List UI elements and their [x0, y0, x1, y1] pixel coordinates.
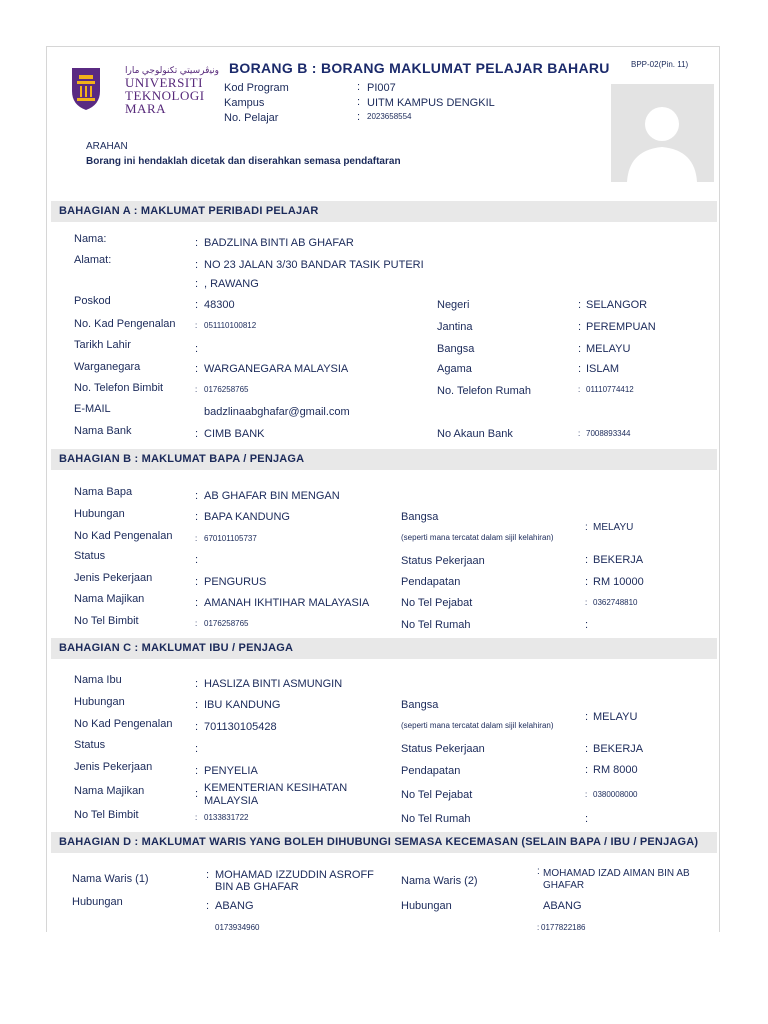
d-waris2-label: Nama Waris (2)	[401, 875, 478, 887]
b-hubungan-colon: :	[195, 511, 199, 523]
a-bangsa-label: Bangsa	[437, 343, 475, 355]
a-bangsa-value: MELAYU	[586, 343, 631, 355]
c-bangsa-label: Bangsa	[401, 699, 439, 711]
d-waris1-line2: BIN AB GHAFAR	[215, 881, 299, 893]
b-kad-value: 670101105737	[204, 534, 257, 543]
d-hubungan1-label: Hubungan	[72, 896, 123, 908]
c-majikan-line1: KEMENTERIAN KESIHATAN	[204, 782, 348, 794]
b-nama-value: AB GHAFAR BIN MENGAN	[204, 490, 340, 502]
c-jenis-label: Jenis Pekerjaan	[74, 761, 153, 773]
kod-program-value: PI007	[367, 82, 396, 94]
c-rumah-label: No Tel Rumah	[401, 813, 471, 825]
c-bimbit-value: 0133831722	[204, 813, 249, 822]
d-waris1-colon: :	[206, 869, 210, 881]
a-akaun-colon: :	[578, 429, 581, 438]
b-hubungan-value: BAPA KANDUNG	[204, 511, 290, 523]
c-nama-label: Nama Ibu	[74, 674, 122, 686]
b-bangsa-label: Bangsa	[401, 511, 439, 523]
avatar-placeholder-icon	[611, 84, 714, 182]
a-bank-label: Nama Bank	[74, 425, 132, 437]
a-nama-label: Nama:	[74, 233, 107, 245]
a-kad-value: 051110100812	[204, 321, 257, 330]
c-nama-value: HASLIZA BINTI ASMUNGIN	[204, 678, 343, 690]
c-kad-colon: :	[195, 721, 199, 733]
b-bimbit-value: 0176258765	[204, 619, 249, 628]
logo-line-2: TEKNOLOGI	[125, 88, 205, 103]
b-rumah-colon: :	[585, 619, 589, 631]
a-kad-label: No. Kad Pengenalan	[74, 318, 176, 330]
section-d-header: BAHAGIAN D : MAKLUMAT WARIS YANG BOLEH DIHUBUNGI SEMASA KECEMASAN (SELAIN BAPA / IBU / PENJAGA)	[51, 832, 717, 853]
c-nama-colon: :	[195, 678, 199, 690]
b-majikan-label: Nama Majikan	[74, 593, 145, 605]
d-hubungan1-colon: :	[206, 900, 210, 912]
c-kad-value: 701130105428	[204, 721, 277, 733]
a-rumah-colon: :	[578, 385, 581, 394]
c-status-label: Status	[74, 739, 106, 751]
c-hubungan-colon: :	[195, 699, 199, 711]
no-pelajar-label: No. Pelajar	[224, 112, 279, 124]
a-bimbit-label: No. Telefon Bimbit	[74, 382, 164, 394]
c-majikan-colon: :	[195, 788, 199, 800]
a-bangsa-colon: :	[578, 343, 582, 355]
c-jenis-colon: :	[195, 765, 199, 777]
a-bimbit-colon: :	[195, 385, 198, 394]
form-page	[46, 46, 720, 932]
d-waris2-line2: GHAFAR	[543, 880, 585, 891]
a-negeri-label: Negeri	[437, 299, 470, 311]
c-pejabat-value: 0380008000	[593, 790, 638, 799]
a-poskod-colon: :	[195, 299, 199, 311]
d-waris2-colon: :	[537, 866, 540, 877]
c-status-colon: :	[195, 743, 199, 755]
c-kad-label: No Kad Pengenalan	[74, 718, 173, 730]
d-tel2-value: 0177822186	[541, 923, 586, 932]
d-waris1-line1: MOHAMAD IZZUDDIN ASROFF	[215, 869, 374, 881]
c-status-kerja-value: BEKERJA	[593, 743, 644, 755]
b-jenis-label: Jenis Pekerjaan	[74, 572, 153, 584]
b-bangsa-note: (seperti mana tercatat dalam sijil kelahiran)	[401, 533, 554, 542]
jawi-script: ﻭﻧﻴﭬﺮﺳﻴﺘﻲ ﺗﻜﻨﻮﻟﻮﺟﻲ ﻣﺎرا	[125, 65, 220, 75]
c-majikan-line2: MALAYSIA	[204, 795, 259, 807]
c-rumah-colon: :	[585, 813, 589, 825]
a-negeri-value: SELANGOR	[586, 299, 648, 311]
b-bimbit-colon: :	[195, 619, 198, 628]
kampus-colon: :	[357, 96, 361, 108]
a-email-value: badzlinaabghafar@gmail.com	[204, 406, 350, 418]
a-poskod-value: 48300	[204, 299, 235, 311]
b-rumah-label: No Tel Rumah	[401, 619, 471, 631]
kod-program-label: Kod Program	[224, 82, 289, 94]
b-jenis-value: PENGURUS	[204, 576, 267, 588]
b-status-kerja-value: BEKERJA	[593, 554, 644, 566]
c-pejabat-label: No Tel Pejabat	[401, 789, 473, 801]
a-akaun-value: 7008893344	[586, 429, 631, 438]
b-kad-colon: :	[195, 534, 198, 543]
c-hubungan-value: IBU KANDUNG	[204, 699, 281, 711]
a-warganegara-label: Warganegara	[74, 361, 141, 373]
a-jantina-colon: :	[578, 321, 582, 333]
c-hubungan-label: Hubungan	[74, 696, 125, 708]
c-majikan-label: Nama Majikan	[74, 785, 145, 797]
c-bangsa-value: MELAYU	[593, 711, 638, 723]
a-bank-colon: :	[195, 428, 199, 440]
b-nama-label: Nama Bapa	[74, 486, 133, 498]
a-alamat-line1: NO 23 JALAN 3/30 BANDAR TASIK PUTERI	[204, 259, 424, 271]
b-status-kerja-label: Status Pekerjaan	[401, 555, 485, 567]
uitm-logo	[67, 63, 220, 116]
kampus-value: UITM KAMPUS DENGKIL	[367, 97, 495, 109]
d-hubungan2-value: ABANG	[543, 900, 582, 912]
c-status-kerja-label: Status Pekerjaan	[401, 743, 485, 755]
a-bimbit-value: 0176258765	[204, 385, 249, 394]
a-poskod-label: Poskod	[74, 295, 111, 307]
a-nama-value: BADZLINA BINTI AB GHAFAR	[204, 237, 354, 249]
c-pendapatan-label: Pendapatan	[401, 765, 461, 777]
c-bimbit-label: No Tel Bimbit	[74, 809, 139, 821]
no-pelajar-colon: :	[357, 111, 361, 123]
a-alamat-colon: :	[195, 259, 199, 271]
b-status-kerja-colon: :	[585, 554, 589, 566]
c-pendapatan-colon: :	[585, 764, 589, 776]
c-pendapatan-value: RM 8000	[593, 764, 638, 776]
kampus-label: Kampus	[224, 97, 265, 109]
d-hubungan1-value: ABANG	[215, 900, 254, 912]
b-pejabat-label: No Tel Pejabat	[401, 597, 473, 609]
c-bangsa-colon: :	[585, 711, 589, 723]
d-waris2-line1: MOHAMAD IZAD AIMAN BIN AB	[543, 868, 690, 879]
d-waris1-label: Nama Waris (1)	[72, 873, 149, 885]
logo-line-3: MARA	[125, 101, 167, 116]
c-status-kerja-colon: :	[585, 743, 589, 755]
a-negeri-colon: :	[578, 299, 582, 311]
a-jantina-value: PEREMPUAN	[586, 321, 656, 333]
b-pejabat-colon: :	[585, 598, 588, 607]
a-tarikh-colon: :	[195, 343, 199, 355]
b-jenis-colon: :	[195, 576, 199, 588]
c-bimbit-colon: :	[195, 813, 198, 822]
b-bangsa-colon: :	[585, 522, 588, 533]
a-rumah-label: No. Telefon Rumah	[437, 385, 531, 397]
arahan-text: Borang ini hendaklah dicetak dan diserahkan semasa pendaftaran	[86, 156, 401, 167]
a-agama-label: Agama	[437, 363, 472, 375]
a-nama-colon: :	[195, 237, 199, 249]
a-alamat-label: Alamat:	[74, 254, 112, 266]
no-pelajar-value: 2023658554	[367, 112, 412, 121]
d-tel1-value: 0173934960	[215, 923, 260, 932]
a-warganegara-value: WARGANEGARA MALAYSIA	[204, 363, 349, 375]
form-title: BORANG B : BORANG MAKLUMAT PELAJAR BAHARU	[229, 60, 610, 76]
student-photo	[611, 84, 714, 182]
uitm-crest-icon	[69, 65, 103, 111]
b-nama-colon: :	[195, 490, 199, 502]
b-status-label: Status	[74, 550, 106, 562]
a-bank-value: CIMB BANK	[204, 428, 265, 440]
b-pendapatan-label: Pendapatan	[401, 576, 461, 588]
a-alamat-colon-2: :	[195, 278, 199, 290]
a-warganegara-colon: :	[195, 363, 199, 375]
b-status-colon: :	[195, 554, 199, 566]
arahan-title: ARAHAN	[86, 141, 128, 152]
a-jantina-label: Jantina	[437, 321, 473, 333]
a-tarikh-label: Tarikh Lahir	[74, 339, 131, 351]
b-hubungan-label: Hubungan	[74, 508, 125, 520]
d-hubungan2-label: Hubungan	[401, 900, 452, 912]
b-bangsa-value: MELAYU	[593, 522, 634, 533]
b-pejabat-value: 0362748810	[593, 598, 638, 607]
b-kad-label: No Kad Pengenalan	[74, 530, 173, 542]
a-rumah-value: 01110774412	[586, 385, 634, 394]
b-pendapatan-colon: :	[585, 576, 589, 588]
a-agama-colon: :	[578, 363, 582, 375]
form-code: BPP-02(Pin. 11)	[631, 60, 689, 69]
c-pejabat-colon: :	[585, 790, 588, 799]
b-majikan-colon: :	[195, 597, 199, 609]
section-b-header: BAHAGIAN B : MAKLUMAT BAPA / PENJAGA	[51, 449, 717, 470]
a-akaun-label: No Akaun Bank	[437, 428, 513, 440]
b-pendapatan-value: RM 10000	[593, 576, 644, 588]
c-bangsa-note: (seperti mana tercatat dalam sijil kelahiran)	[401, 721, 554, 730]
b-bimbit-label: No Tel Bimbit	[74, 615, 139, 627]
b-majikan-value: AMANAH IKHTIHAR MALAYASIA	[204, 597, 370, 609]
a-email-label: E-MAIL	[74, 403, 111, 415]
section-c-header: BAHAGIAN C : MAKLUMAT IBU / PENJAGA	[51, 638, 717, 659]
logo-line-1: UNIVERSITI	[125, 75, 203, 90]
d-tel2-colon: :	[537, 923, 540, 932]
a-kad-colon: :	[195, 321, 198, 330]
a-alamat-line2: , RAWANG	[204, 278, 259, 290]
a-agama-value: ISLAM	[586, 363, 620, 375]
section-a-header: BAHAGIAN A : MAKLUMAT PERIBADI PELAJAR	[51, 201, 717, 222]
c-jenis-value: PENYELIA	[204, 765, 258, 777]
kod-program-colon: :	[357, 81, 361, 93]
